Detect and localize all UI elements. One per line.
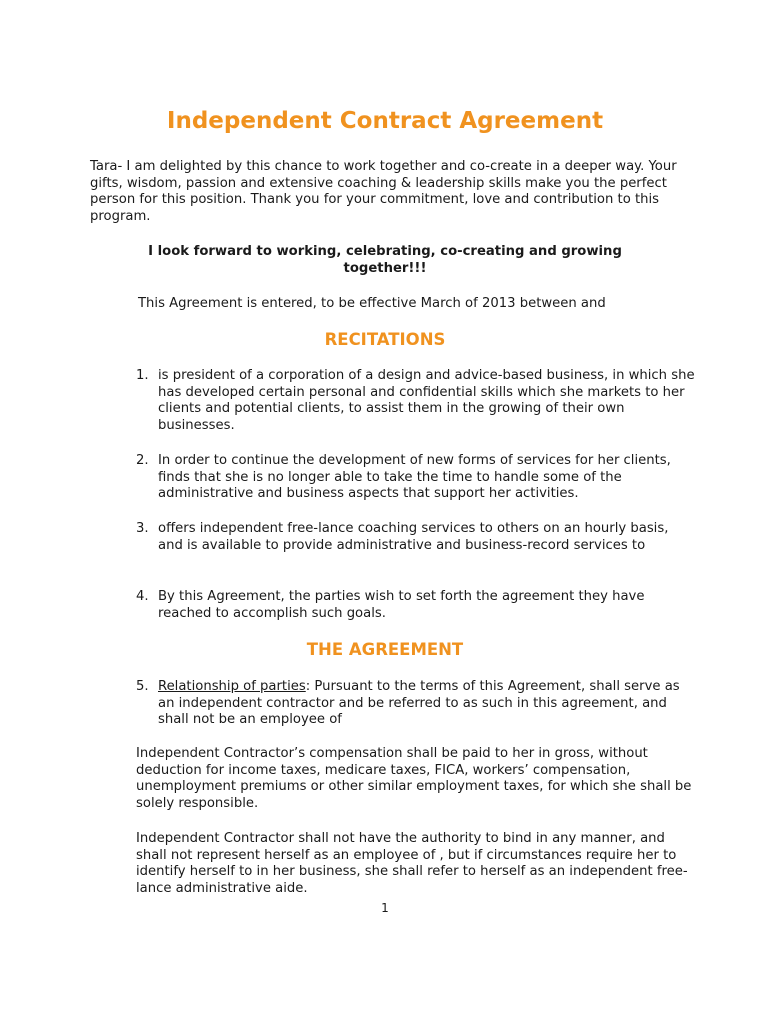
clause-text <box>158 679 696 729</box>
recital-number: 4. <box>136 589 149 604</box>
document-title: Independent Contract Agreement <box>166 108 604 134</box>
intro-paragraph: Tara- I am delighted by this chance to work together and co-create in a deeper way. Your gifts, wisdom, passion and extensive coaching & leadership skills make you the perfect person for this position. Thank you for your commitment, love and contribution to this program. <box>90 159 677 224</box>
recital-item <box>136 589 696 622</box>
recital-item <box>136 521 696 554</box>
agreement-heading: THE AGREEMENT <box>306 640 464 659</box>
compensation-paragraph: Independent Contractor’s compensation shall be paid to her in gross, without deduction for income taxes, medicare taxes, FICA, workers’ compensation, unemployment premiums or other similar employment taxes, for which she shall be solely responsible. <box>136 746 692 811</box>
recitals-heading: RECITATIONS <box>324 330 446 349</box>
recital-text: By this Agreement, the parties wish to set forth the agreement they have reached to accomplish such goals. <box>158 589 645 621</box>
recital-number: 3. <box>136 521 149 536</box>
recital-text: In order to continue the development of new forms of services for her clients, finds that she is no longer able to take the time to handle some of the administrative and business aspects that support her activities. <box>158 453 671 502</box>
authority-paragraph: Independent Contractor shall not have the authority to bind in any manner, and shall not represent herself as an employee of , but if circumstances require her to identify herself to in her business, she shall refer to herself as an independent free-lance administrative aide. <box>136 831 688 896</box>
clause-body: : Pursuant to the terms of this Agreement, shall serve as an independent contractor and be referred to as such in this agreement, and shall not be an employee of <box>158 679 680 728</box>
recital-text: offers independent free-lance coaching services to others on an hourly basis, and is available to provide administrative and business-record services to <box>158 521 669 553</box>
emphasis-statement: I look forward to working, celebrating, co-creating and growing together!!! <box>148 244 622 276</box>
recital-item <box>136 453 696 503</box>
clause-number: 5. <box>136 679 149 694</box>
page-number: 1 <box>381 901 389 915</box>
clause-label: Relationship of parties <box>158 679 306 694</box>
recital-text: is president of a corporation of a design and advice-based business, in which she has developed certain personal and confidential skills which she markets to her clients and potential clients, to assist them in the growing of their own businesses. <box>158 368 695 433</box>
recital-item <box>136 368 696 434</box>
recital-number: 1. <box>136 368 149 383</box>
recital-number: 2. <box>136 453 149 468</box>
clause-item <box>136 679 696 729</box>
effective-date-statement: This Agreement is entered, to be effective March of 2013 between and <box>138 296 606 311</box>
